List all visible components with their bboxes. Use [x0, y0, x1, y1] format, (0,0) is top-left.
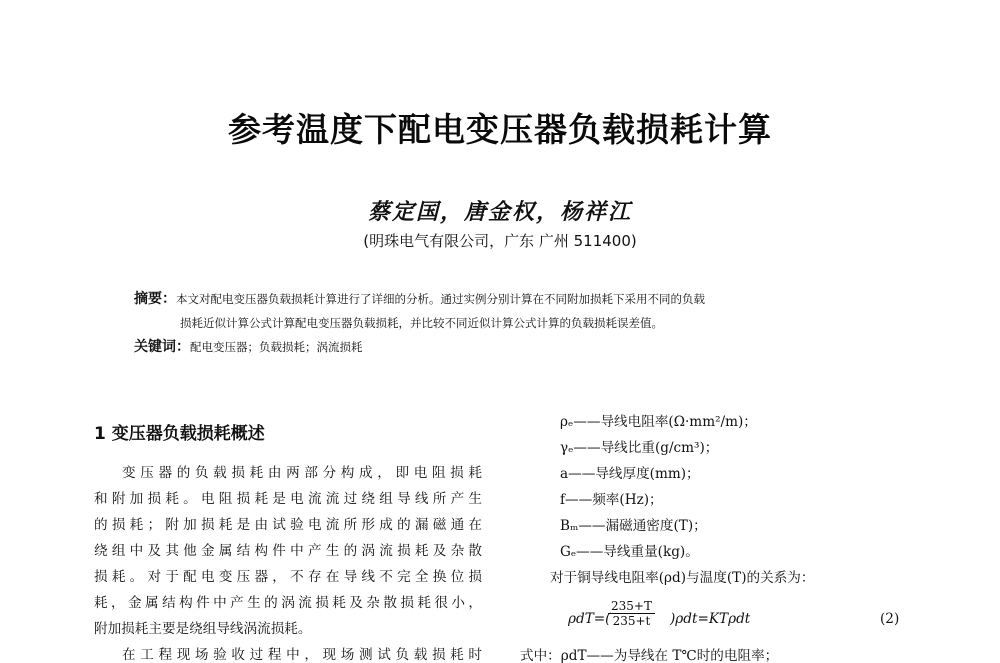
- abstract-line-1: [134, 287, 874, 311]
- definition-line: Gₑ——导线重量(kg)。: [560, 544, 699, 560]
- definition-line: Bₘ——漏磁通密度(T)；: [560, 518, 707, 534]
- paragraph-line: 耗，金属结构件中产生的涡流损耗及杂散损耗很小，: [94, 595, 482, 611]
- formula-fraction: [608, 599, 655, 628]
- paragraph-line: 附加损耗主要是绕组导线涡流损耗。: [94, 621, 312, 637]
- paragraph-line: 在工程现场验收过程中，现场测试负载损耗时: [122, 647, 482, 663]
- paragraph-line: 变压器的负载损耗由两部分构成，即电阻损耗: [122, 465, 482, 481]
- formula-numerator: 235+T: [608, 599, 655, 614]
- formula-denominator: 235+t: [612, 614, 651, 628]
- left-column: [94, 419, 482, 663]
- definition-line: γₑ——导线比重(g/cm³)；: [560, 440, 719, 456]
- affiliation: (明珠电气有限公司，广东 广州 511400): [363, 232, 637, 250]
- paragraph-line: 绕组中及其他金属结构件中产生的涡流损耗及杂散: [94, 543, 482, 559]
- definition-line: a——导线厚度(mm)；: [560, 466, 700, 482]
- keywords-text: 配电变压器；负载损耗；涡流损耗: [190, 340, 363, 354]
- keywords-line: [134, 335, 874, 359]
- section-heading: 1 变压器负载损耗概述: [94, 424, 265, 444]
- paragraph-line: 和附加损耗。电阻损耗是电流流过绕组导线所产生: [94, 491, 482, 507]
- definition-line: f——频率(Hz)；: [560, 492, 663, 508]
- equation-number: (2): [880, 611, 900, 627]
- formula-rhs: )ρdt=KTρdt: [670, 611, 751, 627]
- authors: 蔡定国，唐金权，杨祥江: [367, 199, 632, 225]
- paper-title: 参考温度下配电变压器负载损耗计算: [228, 110, 772, 149]
- definition-line: ρₑ——导线电阻率(Ω·mm²/m)；: [560, 414, 757, 430]
- paragraph-line: 的损耗；附加损耗是由试验电流所形成的漏磁通在: [94, 517, 482, 533]
- formula-2: [520, 599, 920, 639]
- where-clause: 式中：ρdT——为导线在 T℃时的电阻率；: [520, 648, 779, 663]
- relation-text: 对于铜导线电阻率(ρd)与温度(T)的关系为：: [550, 570, 815, 586]
- right-column: [520, 409, 920, 663]
- abstract-text-1: 本文对配电变压器负载损耗计算进行了详细的分析。通过实例分别计算在不同附加损耗下采用不同的负载: [176, 292, 705, 306]
- paragraph-line: 损耗。对于配电变压器，不存在导线不完全换位损: [94, 569, 482, 585]
- keywords-label: 关键词：: [134, 339, 190, 355]
- abstract-block: [134, 287, 874, 359]
- section-paragraph: [94, 460, 482, 663]
- formula-lhs: ρdT=(: [568, 611, 611, 627]
- abstract-line-2: 损耗近似计算公式计算配电变压器负载损耗，并比较不同近似计算公式计算的负载损耗误差值。: [180, 316, 663, 330]
- abstract-label: 摘要：: [134, 291, 176, 307]
